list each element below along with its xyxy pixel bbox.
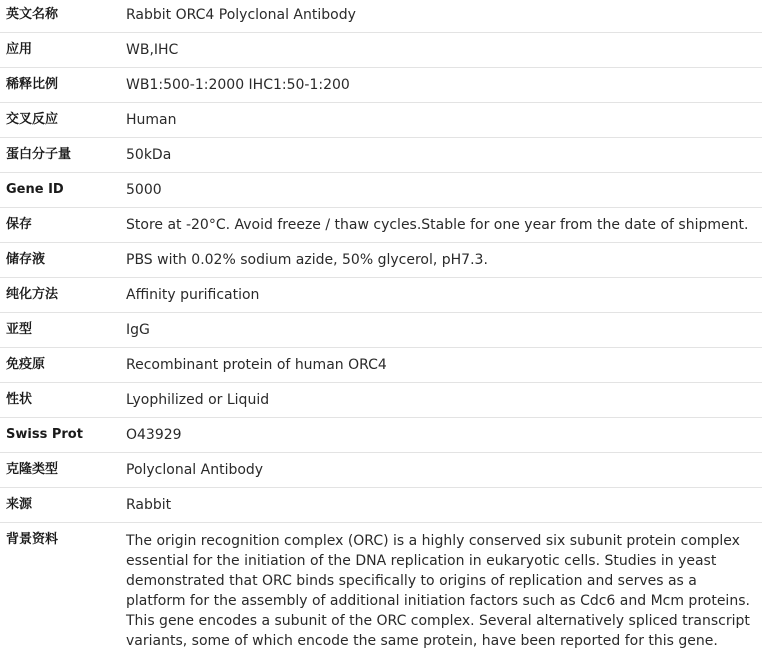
- spec-row-background: [0, 522, 762, 651]
- spec-value: Polyclonal Antibody: [120, 452, 762, 487]
- spec-value: Human: [120, 102, 762, 137]
- spec-value: O43929: [120, 417, 762, 452]
- spec-row-gene-id: [0, 172, 762, 207]
- spec-label: 背景资料: [6, 531, 59, 547]
- spec-value: Affinity purification: [120, 277, 762, 312]
- spec-row-buffer: [0, 242, 762, 277]
- spec-label: 亚型: [0, 312, 120, 347]
- spec-value: Rabbit: [120, 487, 762, 522]
- spec-label: 储存液: [0, 242, 120, 277]
- spec-label: 应用: [0, 32, 120, 67]
- spec-row-dilution: [0, 67, 762, 102]
- spec-row-storage: [0, 207, 762, 242]
- spec-row-application: [0, 32, 762, 67]
- spec-value: IgG: [120, 312, 762, 347]
- spec-row-reactivity: [0, 102, 762, 137]
- spec-value: WB1:500-1:2000 IHC1:50-1:200: [120, 67, 762, 102]
- spec-label: 来源: [0, 487, 120, 522]
- spec-value: Rabbit ORC4 Polyclonal Antibody: [120, 0, 762, 32]
- spec-value: PBS with 0.02% sodium azide, 50% glycerol, pH7.3.: [120, 242, 762, 277]
- spec-row-immunogen: [0, 347, 762, 382]
- spec-label: 性状: [0, 382, 120, 417]
- spec-row-host: [0, 487, 762, 522]
- spec-label: 交叉反应: [0, 102, 120, 137]
- spec-label: Swiss Prot: [0, 417, 120, 452]
- spec-label: Gene ID: [0, 172, 120, 207]
- spec-label: 蛋白分子量: [0, 137, 120, 172]
- spec-value: Lyophilized or Liquid: [120, 382, 762, 417]
- spec-row-molecular-weight: [0, 137, 762, 172]
- spec-row-english-name: [0, 0, 762, 32]
- spec-value: Recombinant protein of human ORC4: [120, 347, 762, 382]
- spec-row-form: [0, 382, 762, 417]
- spec-value: 5000: [120, 172, 762, 207]
- spec-label: 纯化方法: [0, 277, 120, 312]
- spec-row-isotype: [0, 312, 762, 347]
- spec-row-swiss-prot: [0, 417, 762, 452]
- spec-value: Store at -20°C. Avoid freeze / thaw cycles.Stable for one year from the date of shipment.: [120, 207, 762, 242]
- spec-value: The origin recognition complex (ORC) is a highly conserved six subunit protein complex essential for the initiation of the DNA replication in eukaryotic cells. Studies in yeast demonstrated that ORC binds specifically to origins of replication and serves as a platform for the assembly of additional initiation factors such as Cdc6 and Mcm proteins. This gene encodes a subunit of the ORC complex. Several alternatively spliced transcript variants, some of which encode the same protein, have been reported for this gene.: [126, 532, 750, 649]
- spec-label: 保存: [0, 207, 120, 242]
- spec-label: 免疫原: [0, 347, 120, 382]
- spec-label: 英文名称: [0, 0, 120, 32]
- spec-value: WB,IHC: [120, 32, 762, 67]
- spec-value: 50kDa: [120, 137, 762, 172]
- spec-label: 克隆类型: [0, 452, 120, 487]
- spec-label: 稀释比例: [0, 67, 120, 102]
- spec-row-purification: [0, 277, 762, 312]
- spec-row-clonality: [0, 452, 762, 487]
